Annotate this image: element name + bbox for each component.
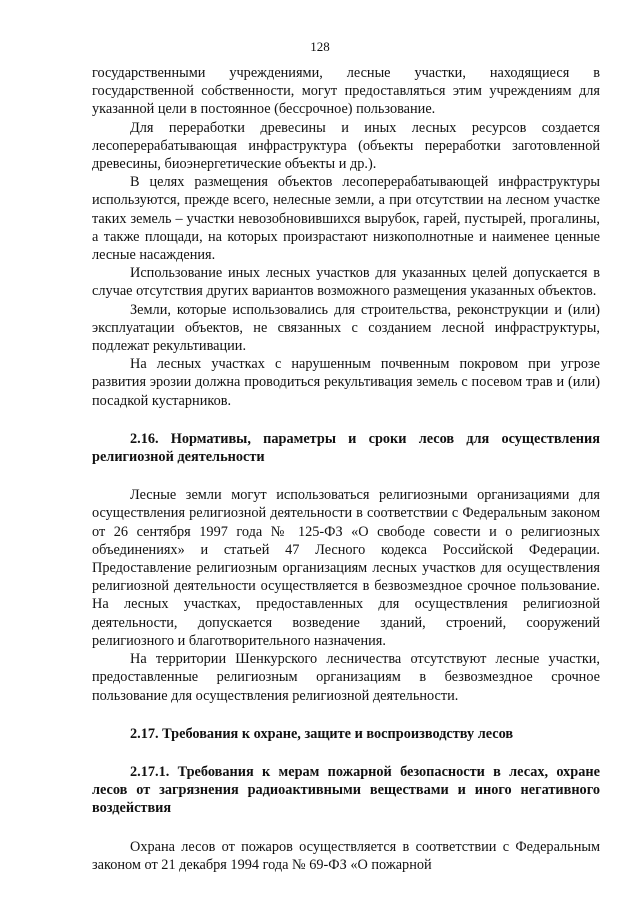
paragraph-placement-lands: В целях размещения объектов лесоперерабатывающей инфраструктуры используются, прежде всего, нелесные земли, а при отсутствии на лесном участке таких земель – участки невозобновившихся вырубок, гарей, пустырей, прогалины, а также площади, на которых произрастают низкополнотные и наименее ценные лесные насаждения. — [92, 174, 600, 264]
paragraph-other-plots: Использование иных лесных участков для указанных целей допускается в случае отсутствия других вариантов возможного размещения указанных объектов. — [92, 265, 600, 300]
paragraph-religious-use: Лесные земли могут использоваться религиозными организациями для осуществления религиозной деятельности в соответствии с Федеральным законом от 26 сентября 1997 года № 125-ФЗ «О свободе совести и о религиозных объединениях» и статьей 47 Лесного кодекса Российской Федерации. Предоставление религиозным организациям лесных участков для осуществления религиозной деятельности осуществляется в безвозмездное срочное пользование. На лесных участках, предоставленных для осуществления религиозной деятельности, допускается возведение зданий, строений, сооружений религиозного и благотворительного назначения. — [92, 487, 600, 649]
paragraph-processing-infrastructure: Для переработки древесины и иных лесных ресурсов создается лесоперерабатывающая инфраструктура (объекты переработки заготовленной древесины, биоэнергетические объекты и др.). — [92, 119, 600, 173]
page-number: 128 — [310, 39, 330, 54]
paragraph-shenkursk-forestry: На территории Шенкурского лесничества отсутствуют лесные участки, предоставленные религиозным организациям в безвозмездное срочное пользование для осуществления религиозной деятельности. — [92, 651, 600, 704]
paragraph-continuation: государственными учреждениями, лесные участки, находящиеся в государственной собственности, могут предоставляться этим учреждениям для указанной цели в постоянное (бессрочное) пользование. — [92, 65, 600, 118]
section-heading-2-17: 2.17. Требования к охране, защите и воспроизводству лесов — [130, 725, 514, 742]
section-heading-2-17-1: 2.17.1. Требования к мерам пожарной безопасности в лесах, охране лесов от загрязнения радиоактивными веществами и иного негативного воздействия — [92, 763, 600, 817]
paragraph-recultivation: Земли, которые использовались для строительства, реконструкции и (или) эксплуатации объектов, не связанных с созданием лесной инфраструктуры, подлежат рекультивации. — [92, 301, 600, 355]
paragraph-erosion: На лесных участках с нарушенным почвенным покровом при угрозе развития эрозии должна проводиться рекультивация земель с посевом трав и (или) посадкой кустарников. — [92, 356, 600, 409]
section-heading-2-16: 2.16. Нормативы, параметры и сроки лесов для осуществления религиозной деятельности — [92, 430, 600, 466]
paragraph-fire-protection: Охрана лесов от пожаров осуществляется в соответствии с Федеральным законом от 21 декабря 1994 года № 69-ФЗ «О пожарной — [92, 838, 600, 873]
document-body — [92, 64, 600, 874]
